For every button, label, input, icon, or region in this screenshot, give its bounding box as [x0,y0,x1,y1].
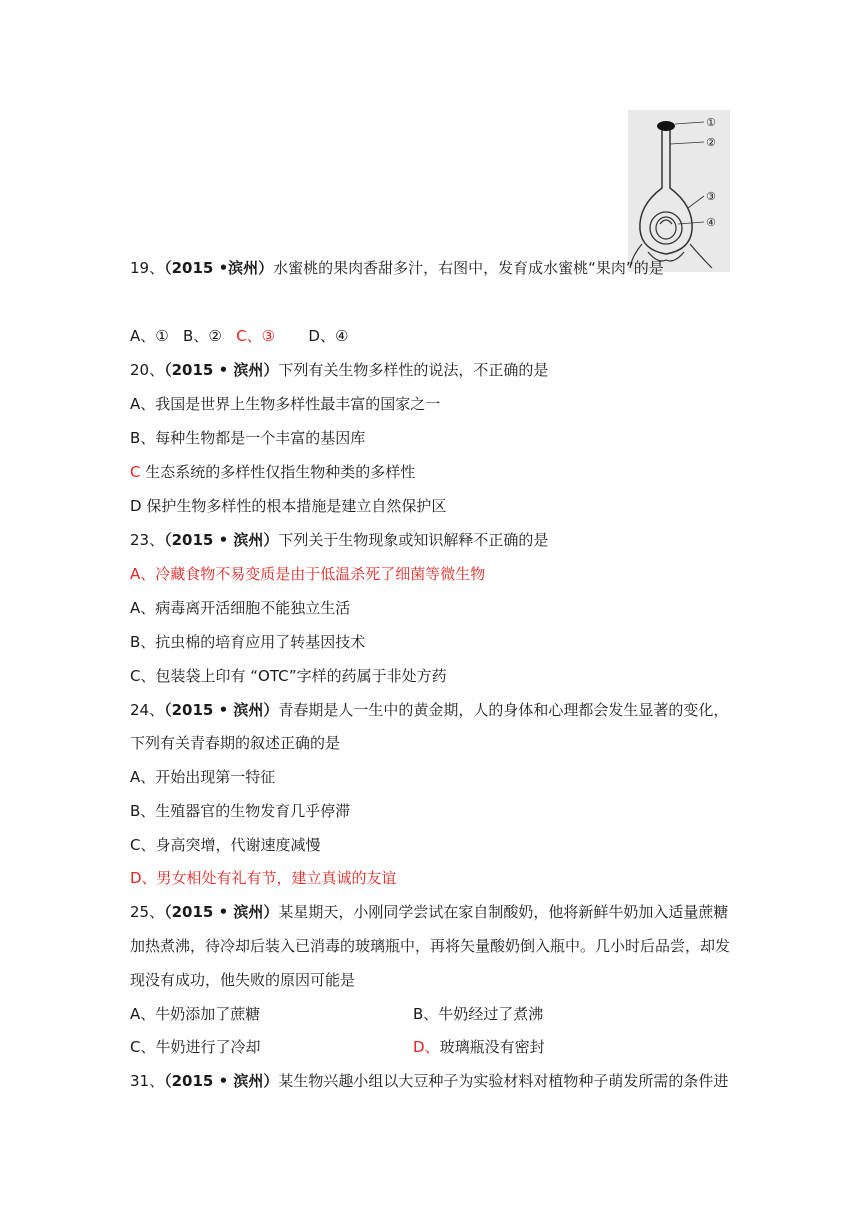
q25-stem-line-2: 加热煮沸，待冷却后装入已消毒的玻璃瓶中，再将矢量酸奶倒入瓶中。几小时后品尝，却发 [130,937,731,955]
q23-stem-line [130,530,548,550]
q31-stem-line [130,1071,728,1091]
q25-option-c: C、牛奶进行了冷却 [130,1038,261,1056]
q20-source: （2015 • 滨州） [164,361,279,379]
q25-options-row-1 [130,1004,544,1024]
q24-stem-1: 青春期是人一生中的黄金期，人的身体和心理都会发生显著的变化， [278,701,729,719]
q25-options-row-2 [130,1037,545,1057]
q23-option-b: B、抗虫棉的培育应用了转基因技术 [130,633,366,651]
q24-option-d-answer: D、男女相处有礼有节，建立真诚的友谊 [130,869,397,887]
q19-number: 19、 [130,259,165,277]
q23-option-c: C、包装袋上印有 “OTC”字样的药属于非处方药 [130,667,447,685]
pistil-diagram [628,110,730,272]
q25-stem-line-1 [130,902,728,922]
q24-source: （2015 • 滨州） [164,701,279,719]
q19-option-a: A、① [130,327,169,345]
figure-label-1: ① [706,116,716,129]
q25-stem-line-3: 现没有成功，他失败的原因可能是 [130,971,356,989]
figure-label-2: ② [706,136,716,149]
q31-stem: 某生物兴趣小组以大豆种子为实验材料对植物种子萌发所需的条件进 [278,1072,729,1090]
q25-number: 25、 [130,903,165,921]
q23-option-a2: A、病毒离开活细胞不能独立生活 [130,599,351,617]
q20-stem-line [130,360,548,380]
q19-options [130,326,348,346]
q20-option-c-text: 生态系统的多样性仅指生物种类的多样性 [145,463,416,481]
figure-label-3: ③ [706,190,716,203]
q19-option-c: C、③ [236,327,276,345]
figure-label-4: ④ [706,216,716,229]
pistil-diagram-svg [628,110,730,272]
q25-option-d-text: 玻璃瓶没有密封 [439,1038,545,1056]
q19-option-d: D、④ [308,327,349,345]
q24-option-a: A、开始出现第一特征 [130,768,276,786]
q24-number: 24、 [130,701,165,719]
q23-source: （2015 • 滨州） [164,531,279,549]
q25-option-a: A、牛奶添加了蔗糖 [130,1005,261,1023]
q20-option-b: B、每种生物都是一个丰富的基因库 [130,429,366,447]
q19-source: （2015 •滨州） [164,259,274,277]
q20-option-a: A、我国是世界上生物多样性最丰富的国家之一 [130,395,441,413]
q24-stem-line-2: 下列有关青春期的叙述正确的是 [130,734,341,752]
q25-stem-1: 某星期天，小刚同学尝试在家自制酸奶，他将新鲜牛奶加入适量蔗糖 [278,903,729,921]
q19-stem: 水蜜桃的果肉香甜多汁，右图中，发育成水蜜桃“果肉”的是 [273,259,664,277]
q23-number: 23、 [130,531,165,549]
q25-option-b: B、牛奶经过了煮沸 [413,1005,544,1023]
q25-option-d [413,1037,545,1057]
q20-stem: 下列有关生物多样性的说法，不正确的是 [278,361,549,379]
q24-option-b: B、生殖器官的生物发育几乎停滞 [130,802,351,820]
q20-number: 20、 [130,361,165,379]
q20-option-d: D 保护生物多样性的根本措施是建立自然保护区 [130,497,447,515]
q23-option-a-answer: A、冷藏食物不易变质是由于低温杀死了细菌等微生物 [130,565,486,583]
q20-option-c [130,462,415,482]
q23-stem: 下列关于生物现象或知识解释不正确的是 [278,531,549,549]
q31-number: 31、 [130,1072,165,1090]
q24-option-c: C、身高突增，代谢速度减慢 [130,836,321,854]
q25-source: （2015 • 滨州） [164,903,279,921]
q19-stem-line [130,258,664,278]
q20-option-c-letter: C [130,463,141,481]
q19-option-b: B、② [183,327,222,345]
q24-stem-line-1 [130,700,728,720]
q25-option-d-letter: D、 [413,1038,440,1056]
q31-source: （2015 • 滨州） [164,1072,279,1090]
